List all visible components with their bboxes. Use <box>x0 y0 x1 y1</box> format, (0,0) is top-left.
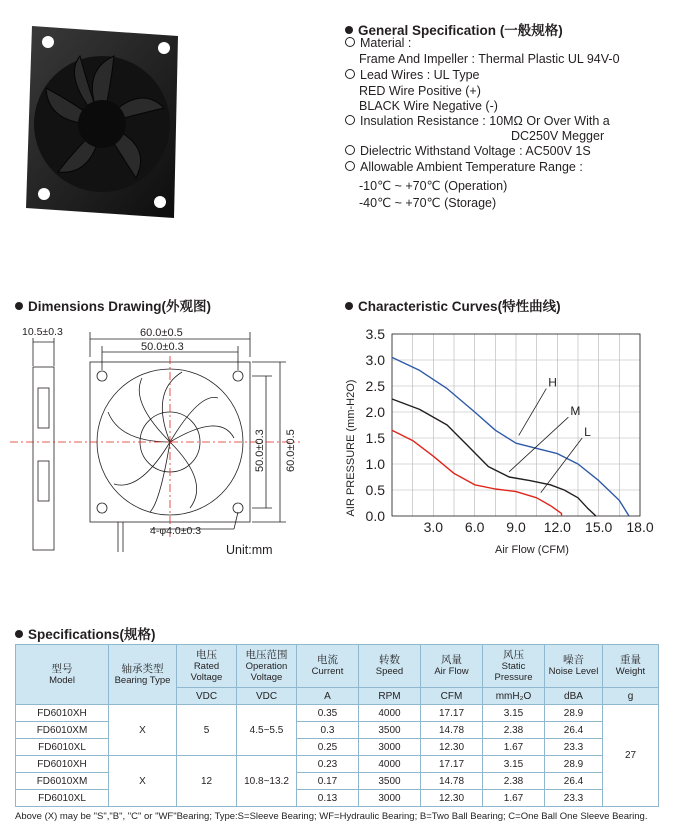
static-pressure-cell: 3.15 <box>483 756 545 773</box>
circle-bullet-icon <box>345 115 355 125</box>
noise-cell: 28.9 <box>545 756 603 773</box>
header-cn: 电压范围 <box>245 648 288 661</box>
y-tick-label: 1.0 <box>365 456 385 472</box>
bullet-icon <box>345 26 353 34</box>
header-cell <box>177 645 237 688</box>
unit-cell: mmH₂O <box>483 688 545 705</box>
specifications-title: Specifications(规格) <box>15 623 156 643</box>
header-cn: 噪音 <box>563 654 584 666</box>
air-flow-cell: 17.17 <box>421 705 483 722</box>
curve-h <box>392 357 629 516</box>
material-value: Frame And Impeller : Thermal Plastic UL 94V-0 <box>359 52 620 66</box>
current-cell: 0.25 <box>297 739 359 756</box>
header-en: Air Flow <box>434 666 469 677</box>
header-en: Rated Voltage <box>190 660 223 683</box>
insulation-line-2: DC250V Megger <box>511 129 605 143</box>
speed-cell: 3500 <box>359 773 421 790</box>
header-cn: 风量 <box>441 654 462 666</box>
speed-cell: 3000 <box>359 790 421 807</box>
header-cell <box>603 645 659 688</box>
operation-voltage-cell: 10.8~13.2 <box>237 756 297 807</box>
header-cell <box>483 645 545 688</box>
header-cn: 转数 <box>379 654 400 666</box>
current-cell: 0.35 <box>297 705 359 722</box>
weight-cell: 27 <box>603 705 659 807</box>
x-tick-label: 15.0 <box>585 519 613 535</box>
static-pressure-cell: 1.67 <box>483 739 545 756</box>
lead-red: RED Wire Positive (+) <box>359 84 481 98</box>
outer-width-label: 60.0±0.5 <box>140 327 183 339</box>
noise-cell: 23.3 <box>545 790 603 807</box>
speed-cell: 4000 <box>359 705 421 722</box>
speed-cell: 3500 <box>359 722 421 739</box>
unit-label: Unit:mm <box>226 543 273 557</box>
unit-cell: CFM <box>421 688 483 705</box>
x-tick-label: 12.0 <box>543 519 571 535</box>
header-en: Operation Voltage <box>245 660 288 683</box>
bullet-icon <box>345 302 353 310</box>
model-cell: FD6010XH <box>16 756 109 773</box>
model-cell: FD6010XL <box>16 790 109 807</box>
unit-cell: VDC <box>177 688 237 705</box>
x-tick-label: 6.0 <box>464 519 485 535</box>
curve-leader-line <box>541 438 582 493</box>
specifications-table <box>15 644 659 807</box>
y-tick-label: 0.0 <box>365 508 385 524</box>
header-cn: 风压 <box>503 648 524 661</box>
dielectric-line: Dielectric Withstand Voltage : AC500V 1S <box>345 144 591 158</box>
curves-title: Characteristic Curves(特性曲线) <box>345 295 561 315</box>
header-en: Model <box>49 674 75 686</box>
curve-leader-line <box>509 417 568 472</box>
header-en: Noise Level <box>548 666 599 677</box>
static-pressure-cell: 2.38 <box>483 773 545 790</box>
lead-black: BLACK Wire Negative (-) <box>359 99 498 113</box>
header-cn: 电压 <box>196 648 217 661</box>
noise-cell: 26.4 <box>545 722 603 739</box>
dimensions-drawing <box>10 322 310 562</box>
circle-bullet-icon <box>345 161 355 171</box>
speed-cell: 4000 <box>359 756 421 773</box>
model-cell: FD6010XM <box>16 722 109 739</box>
header-cell <box>16 645 109 705</box>
static-pressure-cell: 2.38 <box>483 722 545 739</box>
y-tick-label: 2.5 <box>365 378 385 394</box>
header-cn: 电流 <box>317 654 338 666</box>
unit-cell: g <box>603 688 659 705</box>
header-en: Current <box>311 666 344 677</box>
outer-height-label: 60.0±0.5 <box>285 429 297 472</box>
noise-cell: 26.4 <box>545 773 603 790</box>
bullet-icon <box>15 302 23 310</box>
x-tick-label: 18.0 <box>626 519 654 535</box>
thickness-label: 10.5±0.3 <box>22 326 63 338</box>
header-cell <box>421 645 483 688</box>
header-cell <box>109 645 177 705</box>
curve-label-m: M <box>570 404 581 419</box>
ambient-storage: -40℃ ~ +70℃ (Storage) <box>359 196 497 210</box>
header-en: Bearing Type <box>114 674 171 686</box>
material-label: Material : <box>345 36 411 50</box>
table-row <box>16 756 659 773</box>
model-cell: FD6010XM <box>16 773 109 790</box>
circle-bullet-icon <box>345 69 355 79</box>
noise-cell: 28.9 <box>545 705 603 722</box>
header-cn: 轴承类型 <box>121 662 164 675</box>
header-cell <box>237 645 297 688</box>
x-tick-label: 9.0 <box>506 519 526 535</box>
hole-width-label: 50.0±0.3 <box>141 341 184 353</box>
header-cell <box>297 645 359 688</box>
circle-bullet-icon <box>345 37 355 47</box>
header-en: Static Pressure <box>494 660 533 683</box>
y-tick-label: 3.5 <box>365 326 385 342</box>
bearing-cell: X <box>109 705 177 756</box>
curve-l <box>392 430 562 516</box>
air-flow-cell: 12.30 <box>421 739 483 756</box>
ambient-operation: -10℃ ~ +70℃ (Operation) <box>359 179 508 193</box>
static-pressure-cell: 3.15 <box>483 705 545 722</box>
curve-label-l: L <box>584 425 591 439</box>
y-tick-label: 1.5 <box>365 430 385 446</box>
header-cell <box>359 645 421 688</box>
model-cell: FD6010XH <box>16 705 109 722</box>
y-tick-label: 0.5 <box>365 482 385 498</box>
current-cell: 0.17 <box>297 773 359 790</box>
holes-label: 4-φ4.0±0.3 <box>150 525 202 537</box>
general-spec-title: General Specification (一般规格) <box>345 19 563 39</box>
rated-voltage-cell: 12 <box>177 756 237 807</box>
curve-label-h: H <box>548 375 557 390</box>
header-en: Speed <box>375 666 404 677</box>
dimensions-title: Dimensions Drawing(外观图) <box>15 295 211 315</box>
unit-cell: VDC <box>237 688 297 705</box>
ambient-label: Allowable Ambient Temperature Range : <box>345 160 583 174</box>
current-cell: 0.13 <box>297 790 359 807</box>
model-cell: FD6010XL <box>16 739 109 756</box>
fan-photo <box>18 12 186 224</box>
header-en: Weight <box>615 666 646 677</box>
rated-voltage-cell: 5 <box>177 705 237 756</box>
operation-voltage-cell: 4.5~5.5 <box>237 705 297 756</box>
x-axis-label: Air Flow (CFM) <box>495 544 569 556</box>
air-flow-cell: 17.17 <box>421 756 483 773</box>
y-axis-label: AIR PRESSURE (mm-H2O) <box>345 379 357 517</box>
air-flow-cell: 12.30 <box>421 790 483 807</box>
air-flow-cell: 14.78 <box>421 773 483 790</box>
y-tick-label: 3.0 <box>365 352 385 368</box>
bullet-icon <box>15 630 23 638</box>
header-cn: 重量 <box>620 654 641 666</box>
table-row <box>16 705 659 722</box>
current-cell: 0.3 <box>297 722 359 739</box>
header-cell <box>545 645 603 688</box>
unit-cell: A <box>297 688 359 705</box>
air-flow-cell: 14.78 <box>421 722 483 739</box>
x-tick-label: 3.0 <box>423 519 444 535</box>
lead-wires-label: Lead Wires : UL Type <box>345 68 480 82</box>
bearing-cell: X <box>109 756 177 807</box>
header-cn: 型号 <box>51 662 73 675</box>
characteristic-chart <box>335 318 665 563</box>
hole-height-label: 50.0±0.3 <box>254 429 266 472</box>
y-tick-label: 2.0 <box>365 404 385 420</box>
current-cell: 0.23 <box>297 756 359 773</box>
unit-cell: RPM <box>359 688 421 705</box>
static-pressure-cell: 1.67 <box>483 790 545 807</box>
bearing-footnote: Above (X) may be "S","B", "C" or "WF"Bearing; Type:S=Sleeve Bearing; WF=Hydraulic Bearing; B=Two Ball Bearing; C=One Ball One Sleeve Bearing. <box>15 811 648 822</box>
circle-bullet-icon <box>345 145 355 155</box>
speed-cell: 3000 <box>359 739 421 756</box>
unit-cell: dBA <box>545 688 603 705</box>
noise-cell: 23.3 <box>545 739 603 756</box>
insulation-line-1: Insulation Resistance : 10MΩ Or Over With a <box>345 114 610 128</box>
